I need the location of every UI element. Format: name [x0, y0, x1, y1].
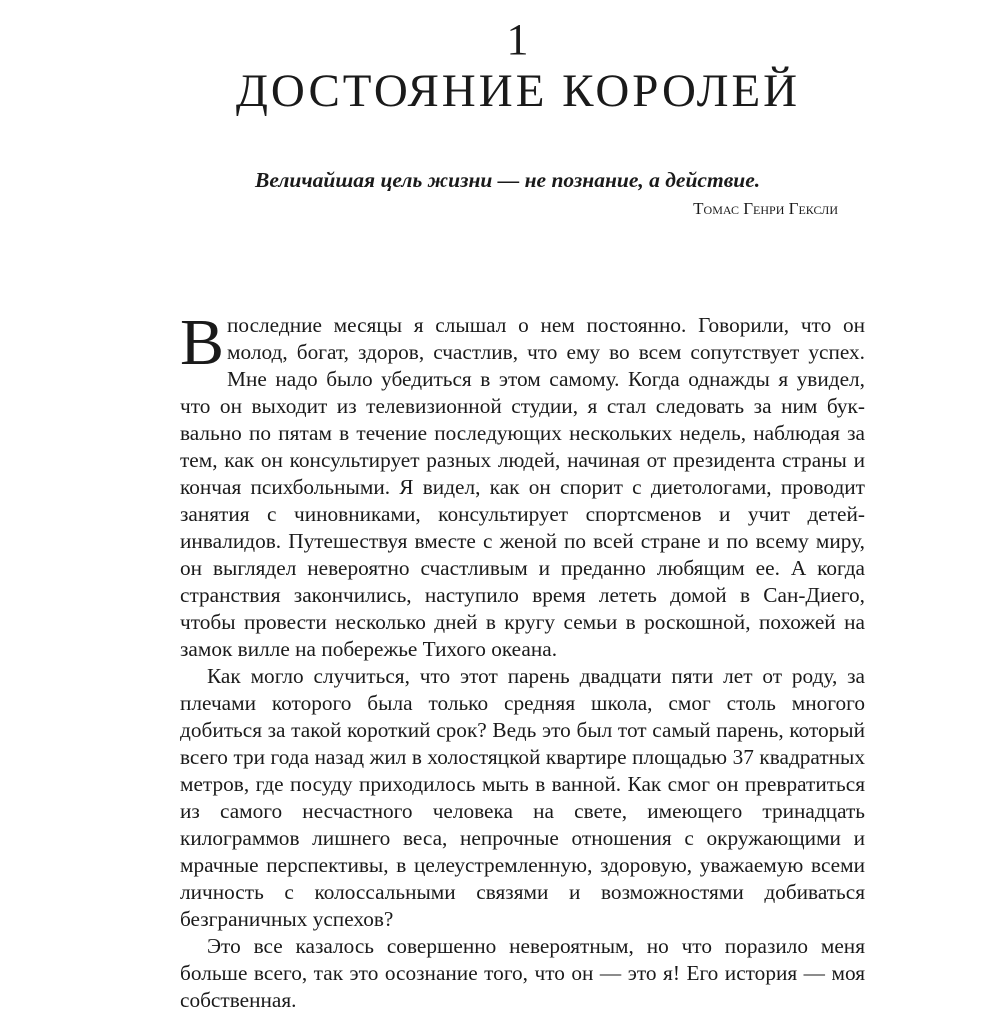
- paragraph-1: [180, 306, 865, 663]
- drop-cap: В: [180, 306, 225, 379]
- chapter-number: 1: [506, 15, 530, 64]
- paragraph-1-text: последние месяцы я слышал о нем постоянно. Говорили, что он молод, богат, здоров, счастлив, что ему во всем сопутствует успех. Мне надо было убедиться в этом самому. Когда однажды я увидел, что он выходит из телевизионной студии, я стал следовать за ним буквально по пятам в течение последующих нескольких недель, наблюдая за тем, как он консультирует разных людей, начиная от президента страны и кончая психбольными. Я видел, как он спорит с диетологами, проводит занятия с чиновниками, консультирует спортсменов и учит детей-инвалидов. Путешествуя вместе с женой по всей стране и по всему миру, он выглядел невероятно счастливым и преданно любящим ее. А когда странствия закончились, наступило время лететь домой в Сан-Диего, чтобы провести несколько дней в кругу семьи в роскошной, похожей на замок вилле на побережье Тихого океана.: [180, 313, 865, 661]
- epigraph: [255, 166, 845, 220]
- paragraph-2: Как могло случиться, что этот парень двадцати пяти лет от роду, за плечами которого была только средняя школа, смог столь многого добиться за такой короткий срок? Ведь это был тот самый парень, который всего три года назад жил в холостяцкой квартире площадью 37 квадратных метров, где посуду приходилось мыть в ванной. Как смог он превратиться из самого несчастного человека на свете, имеющего тринадцать килограммов лишнего веса, непрочные отношения с окружающими и мрачные перспективы, в целеустремленную, здоровую, уважаемую всеми личность с колоссальными связями и возможностями добиваться безграничных успехов?: [180, 664, 865, 931]
- epigraph-author: Томас Генри Гексли: [693, 199, 838, 218]
- epigraph-quote: Величайшая цель жизни — не познание, а действие.: [255, 168, 761, 192]
- paragraph-3: Это все казалось совершенно невероятным, но что поразило меня больше всего, так это осознание того, что он — это я! Его история — моя собственная.: [180, 934, 865, 1012]
- body-text: [180, 306, 865, 1014]
- chapter-title: ДОСТОЯНИЕ КОРОЛЕЙ: [235, 65, 801, 117]
